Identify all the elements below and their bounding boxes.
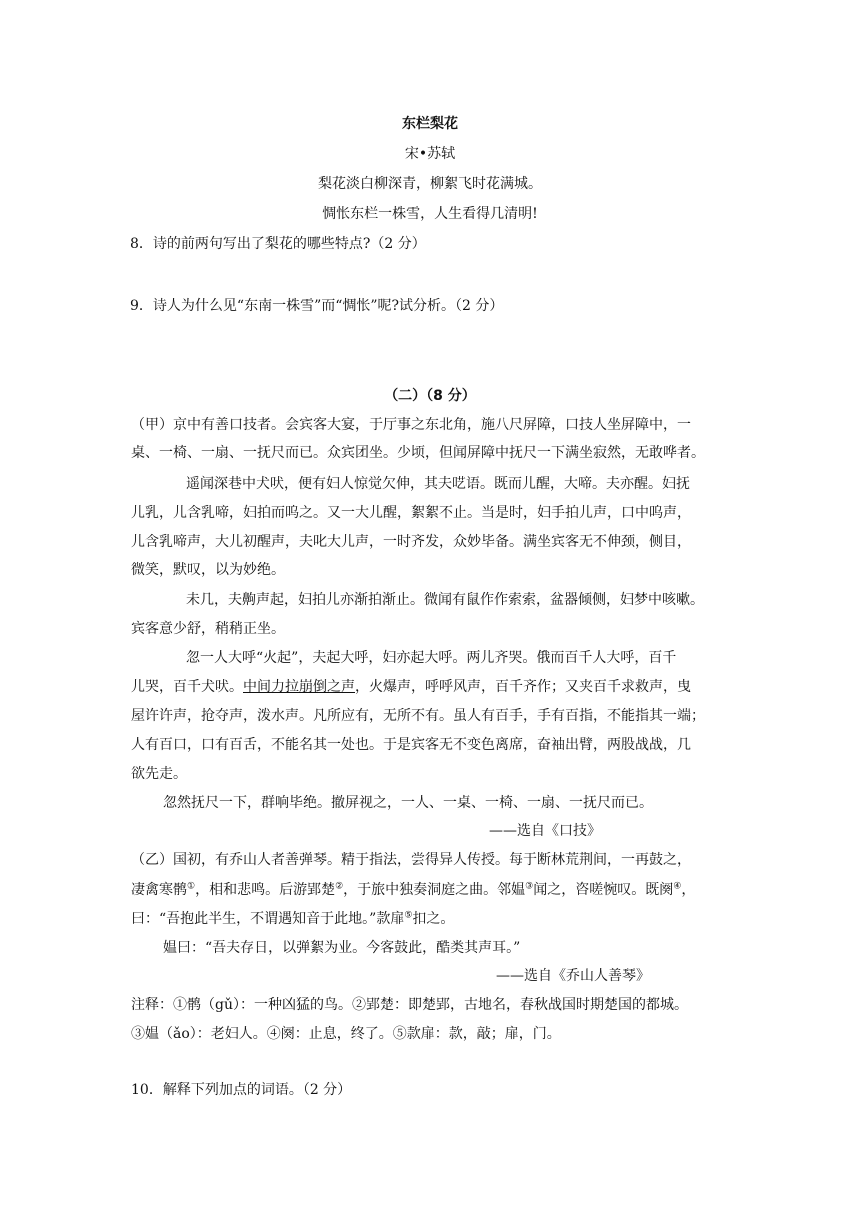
text-jia-line: 遥闻深巷中犬吠，便有妇人惊觉欠伸，其夫呓语。既而儿醒，大啼。夫亦醒。妇抚	[186, 476, 690, 492]
text-segment: ，	[681, 882, 696, 898]
text-yi-line: 媪曰：“吾夫存日，以弹絮为业。今客鼓此，酷类其声耳。”	[163, 940, 521, 956]
section-heading: （二）（8 分）	[384, 388, 476, 404]
text-segment: 曰：“吾抱此半生，不谓遇知音于此地。”款扉	[131, 911, 405, 927]
text-jia-line: （甲）京中有善口技者。会宾客大宴，于厅事之东北角，施八尺屏障，口技人坐屏障中，一	[131, 417, 691, 433]
source-citation: ——选自《口技》	[489, 823, 601, 839]
text-yi-line	[131, 880, 695, 900]
text-jia-line: 宾客意少舒，稍稍正坐。	[131, 621, 285, 637]
source-citation: ——选自《乔山人善琴》	[496, 968, 650, 984]
text-segment: ，火爆声，呼呼风声，百千齐作；又夹百千求救声，曳	[355, 679, 691, 695]
text-segment: 扣之。	[412, 911, 455, 927]
text-segment: ，于旅中独奏洞庭之曲。邻媪	[343, 882, 526, 898]
text-yi-line	[131, 909, 454, 929]
text-jia-line	[131, 677, 691, 697]
notes-line: ③媪（ǎo）：老妇人。④阕：止息，终了。⑤款扉：款，敲；扉，门。	[131, 1026, 561, 1042]
question-8: 8．诗的前两句写出了梨花的哪些特点?（2 分）	[130, 236, 426, 252]
question-10: 10．解释下列加点的词语。（2 分）	[131, 1082, 352, 1098]
poem-author: 宋•苏轼	[404, 146, 456, 162]
text-jia-line: 儿含乳啼声，大儿初醒声，夫叱大儿声，一时齐发，众妙毕备。满坐宾客无不伸颈，侧目，	[131, 534, 691, 550]
notes-line: 注释：①鹘（gǔ）：一种凶猛的鸟。②郢楚：即楚郢，古地名，春秋战国时期楚国的都城。	[131, 997, 688, 1013]
text-jia-line: 欲先走。	[131, 766, 187, 782]
text-jia-line: 忽然抚尺一下，群响毕绝。撤屏视之，一人、一桌、一椅、一扇、一抚尺而已。	[163, 795, 653, 811]
text-jia-line: 未几，夫齁声起，妇拍儿亦渐拍渐止。微闻有鼠作作索索，盆器倾侧，妇梦中咳嗽。	[186, 592, 704, 608]
text-jia-line: 屋许许声，抢夺声，泼水声。凡所应有，无所不有。虽人有百手，手有百指，不能指其一端；	[131, 708, 705, 724]
question-9: 9．诗人为什么见“东南一株雪”而“惆怅”呢?试分析。（2 分）	[130, 298, 504, 314]
text-jia-line: 忽一人大呼“火起”，夫起大呼，妇亦起大呼。两儿齐哭。俄而百千人大呼，百千	[186, 650, 677, 666]
footnote-mark: ⑤	[404, 910, 413, 921]
underlined-phrase: 中间力拉崩倒之声	[243, 679, 355, 695]
footnote-mark: ④	[673, 881, 682, 892]
footnote-mark: ③	[525, 881, 534, 892]
poem-line-2: 惆怅东栏一株雪，人生看得几清明!	[322, 206, 538, 222]
poem-title: 东栏梨花	[402, 116, 458, 132]
text-jia-line: 桌、一椅、一扇、一抚尺而已。众宾团坐。少顷，但闻屏障中抚尺一下满坐寂然，无敢哗者。	[131, 445, 705, 461]
text-jia-line: 儿乳，儿含乳啼，妇拍而呜之。又一大儿醒，絮絮不止。当是时，妇手拍儿声，口中呜声，	[131, 505, 691, 521]
footnote-mark: ①	[187, 881, 196, 892]
text-yi-line: （乙）国初，有乔山人者善弹琴。精于指法，尝得异人传授。每于断林荒荆间，一再鼓之，	[131, 852, 691, 868]
text-segment: 儿哭，百千犬吠。	[131, 679, 243, 695]
text-jia-line: 人有百口，口有百舌，不能名其一处也。于是宾客无不变色离席，奋袖出臂，两股战战，几	[131, 737, 691, 753]
text-segment: ，相和悲鸣。后游郢楚	[195, 882, 336, 898]
text-segment: 凄禽寒鹘	[131, 882, 187, 898]
text-jia-line: 微笑，默叹，以为妙绝。	[131, 562, 285, 578]
text-segment: 闻之，咨嗟惋叹。既阕	[533, 882, 674, 898]
footnote-mark: ②	[335, 881, 344, 892]
poem-line-1: 梨花淡白柳深青，柳絮飞时花满城。	[318, 176, 542, 192]
